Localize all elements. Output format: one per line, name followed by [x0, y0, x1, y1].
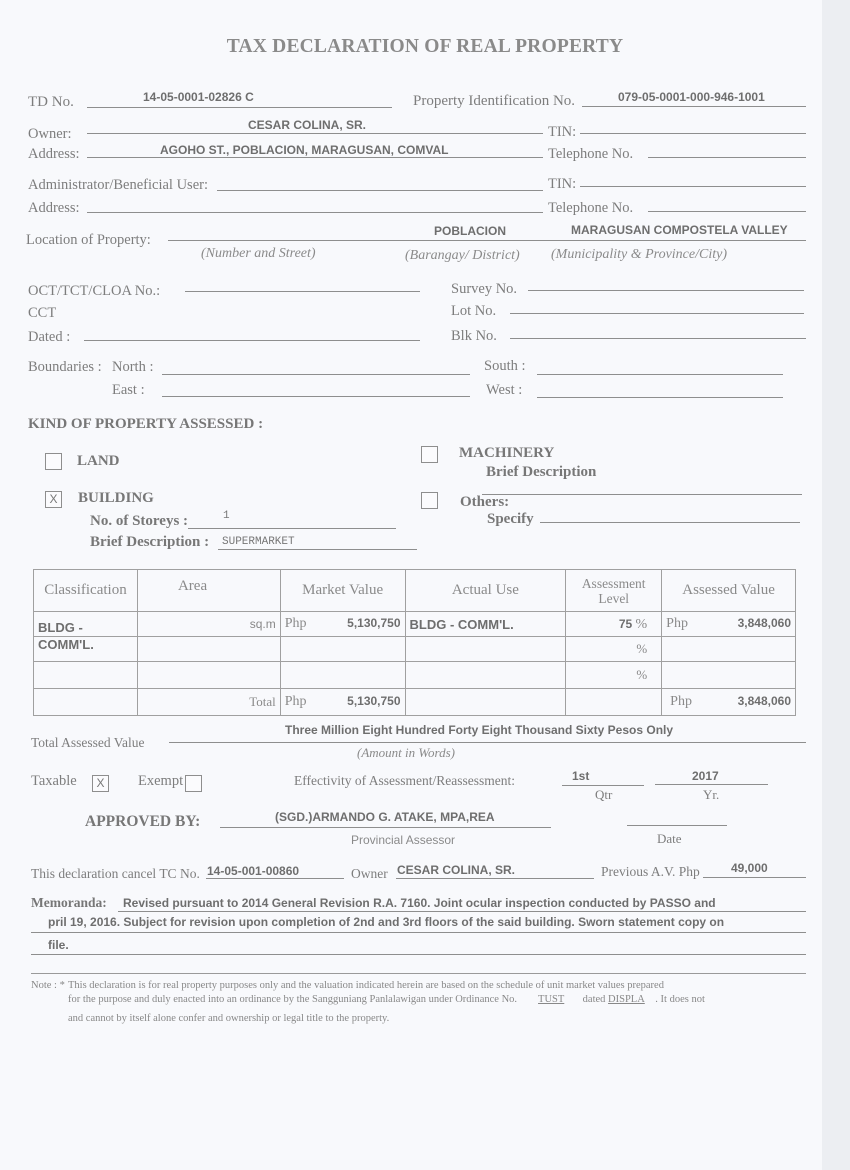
taxable-label: Taxable	[31, 773, 77, 789]
kind-heading: KIND OF PROPERTY ASSESSED :	[28, 416, 264, 432]
total-av-amount: 3,848,060	[737, 694, 791, 708]
memoranda-rule-3	[31, 954, 806, 955]
cell-assessment-level[interactable]: %	[566, 662, 662, 689]
td-no-label: TD No.	[28, 94, 74, 110]
amount-words-line	[169, 742, 806, 743]
lot-line[interactable]	[510, 313, 804, 314]
brief-description-line	[218, 549, 417, 550]
approver-title: Provincial Assessor	[351, 833, 456, 847]
assessment-table	[33, 569, 796, 716]
table-total-row	[34, 689, 796, 716]
total-label: Total	[137, 689, 280, 716]
tin-line[interactable]	[580, 133, 806, 134]
others-label: Others:	[460, 494, 510, 510]
north-line[interactable]	[162, 374, 470, 375]
owner-label: Owner:	[28, 126, 72, 142]
av-currency: Php	[666, 616, 688, 631]
exempt-checkbox[interactable]	[185, 775, 202, 792]
cell-market-value[interactable]	[280, 637, 405, 662]
owner-value[interactable]: CESAR COLINA, SR.	[248, 118, 367, 132]
cell-assessed-value[interactable]	[662, 612, 796, 637]
note-line-2	[68, 994, 705, 1005]
cell-assessment-level[interactable]	[566, 612, 662, 637]
barangay-caption: (Barangay/ District)	[405, 248, 520, 263]
previous-av-label: Previous A.V. Php	[601, 864, 700, 879]
header-assessed-value: Assessed Value	[662, 570, 796, 612]
amount-in-words[interactable]: Three Million Eight Hundred Forty Eight Thousand Sixty Pesos Only	[285, 723, 674, 737]
north-label: North :	[112, 359, 154, 375]
note-separator	[31, 973, 806, 974]
approver-name[interactable]: (SGD.)ARMANDO G. ATAKE, MPA,REA	[275, 810, 495, 824]
previous-av-line	[703, 877, 806, 878]
location-barangay-value[interactable]: POBLACION	[434, 224, 506, 238]
boundaries-label: Boundaries :	[28, 359, 102, 375]
cell-classification[interactable]	[34, 662, 138, 689]
address-value[interactable]: AGOHO ST., POBLACION, MARAGUSAN, COMVAL	[160, 143, 449, 157]
cell-assessment-level[interactable]: %	[566, 637, 662, 662]
west-line[interactable]	[537, 397, 783, 398]
admin-tin-line[interactable]	[580, 186, 806, 187]
total-assessed-value	[662, 689, 796, 716]
blk-label: Blk No.	[451, 328, 497, 344]
east-label: East :	[112, 382, 145, 398]
survey-line[interactable]	[528, 290, 804, 291]
west-label: West :	[486, 382, 523, 398]
tin-label: TIN:	[548, 124, 577, 140]
note-label: Note : *	[31, 980, 65, 991]
header-area: Area	[137, 570, 280, 612]
cell-market-value[interactable]	[280, 662, 405, 689]
owner-line	[87, 133, 543, 134]
cell-area-unit[interactable]: sq.m	[137, 612, 280, 637]
machinery-brief-label: Brief Description	[486, 464, 597, 480]
oct-label: OCT/TCT/CLOA No.:	[28, 283, 161, 299]
total-assessed-label: Total Assessed Value	[31, 735, 145, 750]
oct-line[interactable]	[185, 291, 420, 292]
cell-classification[interactable]: COMM'L.	[34, 637, 138, 662]
building-label: BUILDING	[78, 490, 154, 506]
year-caption: Yr.	[703, 787, 720, 802]
level-value: 75	[618, 616, 633, 631]
others-checkbox[interactable]	[421, 492, 438, 509]
total-av-currency: Php	[670, 694, 692, 709]
td-no-value[interactable]: 14-05-0001-02826 C	[143, 90, 254, 104]
lot-label: Lot No.	[451, 303, 497, 319]
header-market-value: Market Value	[280, 570, 405, 612]
cell-classification[interactable]: BLDG -	[34, 612, 138, 637]
td-no-line	[87, 107, 392, 108]
pin-label: Property Identification No.	[413, 93, 576, 109]
location-label: Location of Property:	[26, 232, 151, 248]
av-amount: 3,848,060	[737, 616, 791, 630]
east-line[interactable]	[162, 396, 470, 397]
total-mv-currency: Php	[284, 694, 307, 709]
total-blank	[34, 689, 138, 716]
year-line	[655, 784, 768, 785]
memoranda-rule-1	[118, 911, 806, 912]
admin-label: Administrator/Beneficial User:	[28, 177, 208, 193]
location-line	[168, 240, 806, 241]
table-row	[34, 637, 796, 662]
building-checkbox[interactable]: X	[45, 491, 62, 508]
specify-label: Specify	[487, 511, 534, 527]
header-actual-use: Actual Use	[405, 570, 566, 612]
cell-area-unit[interactable]	[137, 662, 280, 689]
south-label: South :	[484, 358, 526, 374]
survey-label: Survey No.	[451, 281, 518, 297]
cell-assessed-value[interactable]	[662, 662, 796, 689]
machinery-checkbox[interactable]	[421, 446, 438, 463]
table-header-row	[34, 570, 796, 612]
location-municipality-value[interactable]: MARAGUSAN COMPOSTELA VALLEY	[571, 223, 788, 237]
approver-line	[220, 827, 551, 828]
telephone-label: Telephone No.	[548, 146, 634, 162]
memoranda-line-3[interactable]: file.	[48, 938, 69, 952]
memoranda-label: Memoranda:	[31, 895, 107, 910]
brief-description-value[interactable]: SUPERMARKET	[222, 536, 295, 548]
cancel-owner-label: Owner	[351, 866, 388, 881]
cancel-tc-line	[206, 878, 344, 879]
date-line[interactable]	[627, 825, 727, 826]
mv-amount: 5,130,750	[347, 616, 401, 630]
approved-by-label: APPROVED BY:	[85, 813, 201, 830]
street-caption: (Number and Street)	[201, 246, 316, 261]
address-line	[87, 157, 543, 158]
machinery-label: MACHINERY	[459, 445, 555, 461]
cell-actual-use[interactable]	[405, 662, 566, 689]
south-line[interactable]	[537, 374, 783, 375]
cell-actual-use[interactable]	[405, 637, 566, 662]
total-market-value	[280, 689, 405, 716]
admin-telephone-label: Telephone No.	[548, 200, 634, 216]
total-actual-use-blank	[405, 689, 566, 716]
dated-word: dated	[582, 994, 606, 1005]
total-mv-amount: 5,130,750	[347, 694, 401, 708]
cell-area-unit[interactable]	[137, 637, 280, 662]
cct-label: CCT	[28, 305, 57, 321]
note-line-1: This declaration is for real property purposes only and the valuation indicated herein are based on the schedule of unit market values prepared	[68, 980, 664, 991]
pin-value[interactable]: 079-05-0001-000-946-1001	[618, 90, 765, 104]
previous-av-value[interactable]: 49,000	[731, 861, 768, 875]
cancel-tc-label: This declaration cancel TC No.	[31, 866, 200, 881]
brief-description-label: Brief Description :	[90, 534, 210, 550]
taxable-checkbox[interactable]: X	[92, 775, 109, 792]
quarter-value[interactable]: 1st	[572, 769, 590, 783]
quarter-caption: Qtr	[595, 787, 613, 802]
admin-address-line[interactable]	[87, 212, 543, 213]
blk-line[interactable]	[510, 338, 806, 339]
cancel-owner-value[interactable]: CESAR COLINA, SR.	[397, 863, 516, 877]
amount-caption: (Amount in Words)	[357, 745, 455, 760]
ordinance-no: TUST	[538, 994, 565, 1005]
effectivity-label: Effectivity of Assessment/Reassessment:	[294, 773, 515, 788]
year-value[interactable]: 2017	[692, 769, 719, 783]
header-assessment-level: Assessment Level	[566, 570, 662, 612]
dated-line[interactable]	[84, 340, 420, 341]
memoranda-rule-2	[31, 932, 806, 933]
admin-address-label: Address:	[28, 200, 80, 216]
date-caption: Date	[657, 831, 682, 846]
header-classification: Classification	[34, 570, 138, 612]
document-title: TAX DECLARATION OF REAL PROPERTY	[226, 36, 624, 57]
note-line-2-start: for the purpose and duly enacted into an ordinance by the Sangguniang Panlalawigan under Ordinance No.	[68, 994, 518, 1005]
machinery-description-line[interactable]	[482, 494, 802, 495]
quarter-line	[562, 785, 644, 786]
table-row	[34, 612, 796, 637]
note-line-3: and cannot by itself alone confer and ownership or legal title to the property.	[68, 1013, 390, 1024]
address-label: Address:	[28, 146, 80, 162]
cell-actual-use[interactable]: BLDG - COMM'L.	[405, 612, 566, 637]
telephone-line[interactable]	[648, 157, 806, 158]
memoranda-line-1[interactable]: Revised pursuant to 2014 General Revision R.A. 7160. Joint ocular inspection conducted by PASSO and	[123, 896, 716, 910]
cancel-owner-line	[396, 878, 594, 879]
scan-edge	[822, 0, 850, 1170]
land-checkbox[interactable]	[45, 453, 62, 470]
cell-market-value[interactable]	[280, 612, 405, 637]
admin-telephone-line[interactable]	[648, 211, 806, 212]
exempt-label: Exempt	[138, 773, 184, 789]
ordinance-date: DISPLA	[608, 994, 645, 1005]
storeys-label: No. of Storeys :	[90, 513, 189, 529]
dated-label: Dated :	[28, 329, 71, 345]
cancel-tc-value[interactable]: 14-05-001-00860	[207, 864, 300, 878]
mv-currency: Php	[284, 616, 307, 631]
memoranda-line-2[interactable]: pril 19, 2016. Subject for revision upon completion of 2nd and 3rd floors of the said building. Sworn statement copy on	[48, 915, 725, 929]
admin-line[interactable]	[217, 190, 543, 191]
note-line-2-end: . It does not	[655, 994, 705, 1005]
table-row	[34, 662, 796, 689]
municipality-caption: (Municipality & Province/City)	[551, 247, 727, 262]
storeys-line	[188, 528, 396, 529]
admin-tin-label: TIN:	[548, 176, 577, 192]
pin-line	[582, 106, 806, 107]
storeys-value[interactable]: 1	[223, 510, 230, 522]
level-unit: %	[635, 616, 648, 632]
specify-line[interactable]	[540, 522, 800, 523]
cell-assessed-value[interactable]	[662, 637, 796, 662]
land-label: LAND	[77, 453, 120, 469]
total-level-blank	[566, 689, 662, 716]
